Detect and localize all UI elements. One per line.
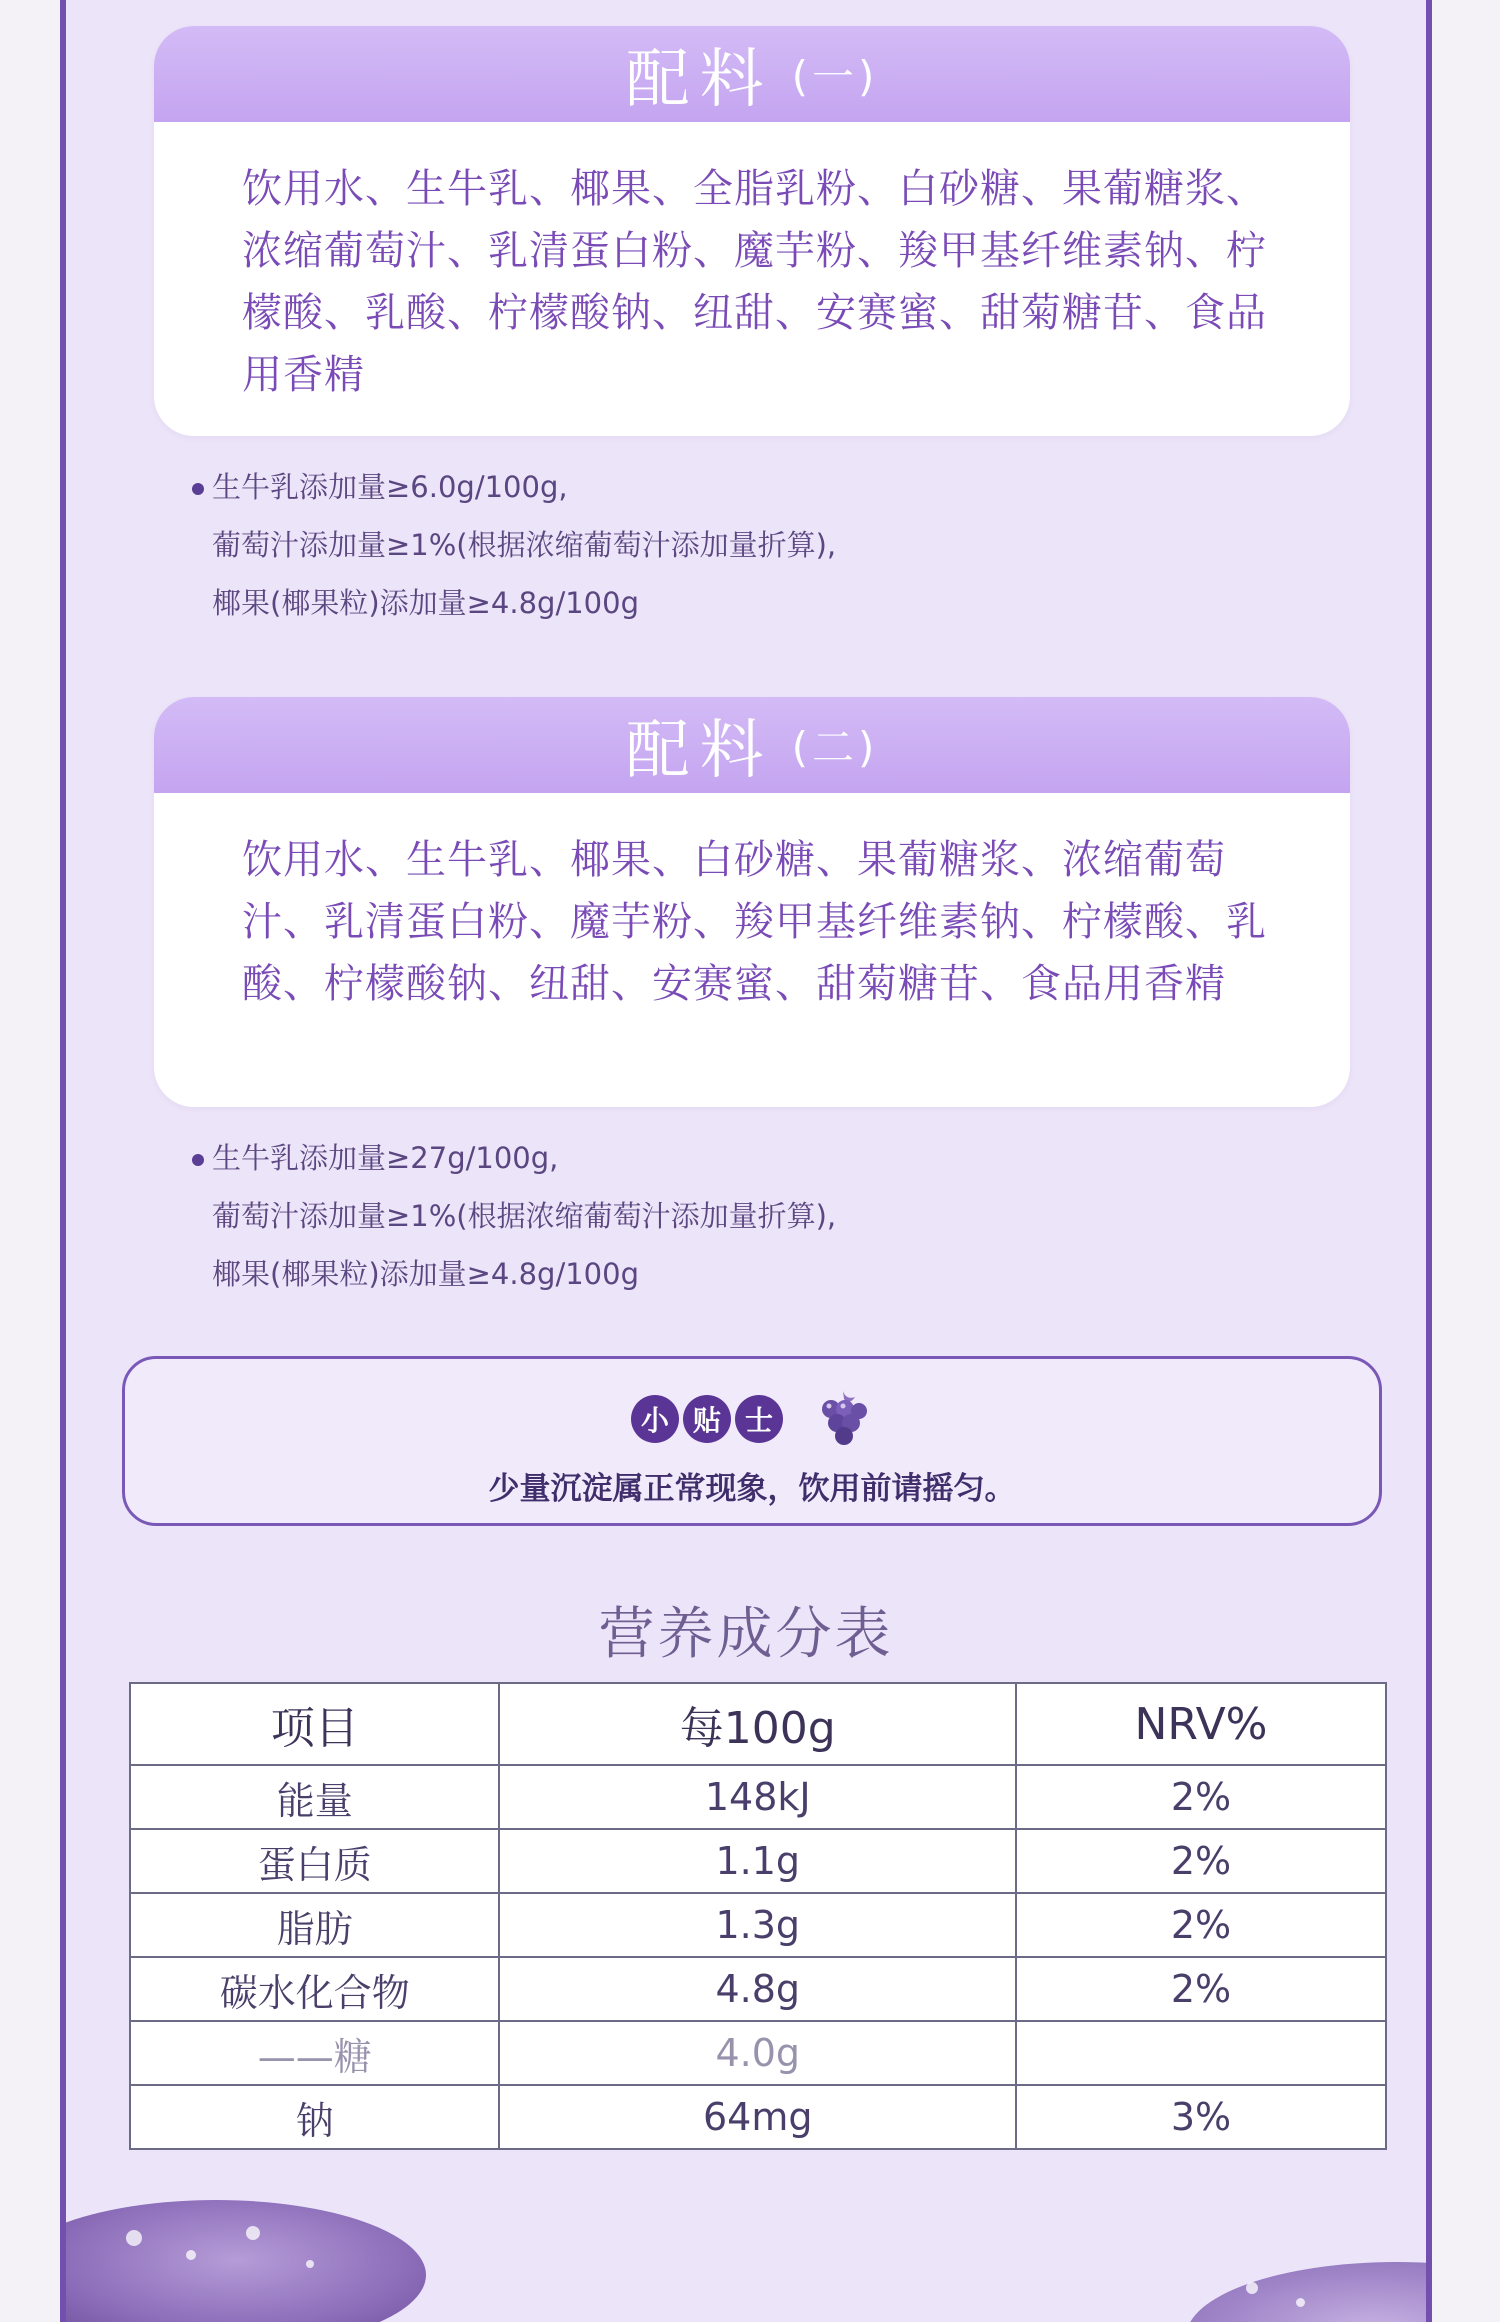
cell-item: 蛋白质 xyxy=(130,1829,499,1893)
decorative-grape-left xyxy=(60,2200,426,2322)
page-frame xyxy=(60,0,1432,2322)
table-row xyxy=(130,2021,1386,2085)
note-line xyxy=(192,458,836,516)
tips-badge-paste: 贴 xyxy=(683,1395,731,1443)
cell-nrv xyxy=(1016,2021,1386,2085)
tips-box xyxy=(122,1356,1382,1526)
bullet-icon xyxy=(192,483,204,495)
ingredients-card-2 xyxy=(154,697,1350,1107)
note-line: 葡萄汁添加量≥1%(根据浓缩葡萄汁添加量折算), xyxy=(212,1199,837,1233)
nutrition-table xyxy=(129,1682,1387,2150)
table-row xyxy=(130,1893,1386,1957)
ingredients-card-1 xyxy=(154,26,1350,436)
note-line: 葡萄汁添加量≥1%(根据浓缩葡萄汁添加量折算), xyxy=(212,528,837,562)
cell-nrv: 2% xyxy=(1016,1957,1386,2021)
table-header-row xyxy=(130,1683,1386,1765)
cell-value: 4.0g xyxy=(499,2021,1016,2085)
header-item: 项目 xyxy=(130,1683,499,1765)
cell-nrv: 2% xyxy=(1016,1829,1386,1893)
header-per-100g: 每100g xyxy=(499,1683,1016,1765)
grape-icon xyxy=(811,1385,875,1453)
table-row xyxy=(130,2085,1386,2149)
cell-nrv: 2% xyxy=(1016,1893,1386,1957)
cell-item: 脂肪 xyxy=(130,1893,499,1957)
ingredients-title-2: 配料 xyxy=(625,714,774,788)
cell-value: 148kJ xyxy=(499,1765,1016,1829)
note-line: 椰果(椰果粒)添加量≥4.8g/100g xyxy=(212,586,639,620)
cell-nrv: 3% xyxy=(1016,2085,1386,2149)
ingredients-notes-2 xyxy=(192,1129,836,1303)
note-text: 生牛乳添加量≥27g/100g, xyxy=(212,1141,559,1175)
water-drop-icon xyxy=(306,2260,314,2268)
ingredients-title-1: 配料 xyxy=(625,43,774,117)
cell-item: ——糖 xyxy=(130,2021,499,2085)
ingredients-number-2: (二) xyxy=(791,723,879,772)
note-text: 生牛乳添加量≥6.0g/100g, xyxy=(212,470,568,504)
water-drop-icon xyxy=(186,2250,196,2260)
note-line: 椰果(椰果粒)添加量≥4.8g/100g xyxy=(212,1257,639,1291)
table-row xyxy=(130,1765,1386,1829)
cell-item: 能量 xyxy=(130,1765,499,1829)
nutrition-title: 营养成分表 xyxy=(598,1602,894,1667)
bullet-icon xyxy=(192,1154,204,1166)
ingredients-number-1: (一) xyxy=(791,52,879,101)
tips-badge-scholar: 士 xyxy=(735,1395,783,1443)
table-row xyxy=(130,1957,1386,2021)
tips-badge-small: 小 xyxy=(631,1395,679,1443)
water-drop-icon xyxy=(1296,2298,1305,2307)
note-line xyxy=(192,1129,836,1187)
header-nrv: NRV% xyxy=(1016,1683,1386,1765)
cell-value: 64mg xyxy=(499,2085,1016,2149)
water-drop-icon xyxy=(246,2226,260,2240)
cell-value: 1.3g xyxy=(499,1893,1016,1957)
ingredients-notes-1 xyxy=(192,458,836,632)
cell-value: 4.8g xyxy=(499,1957,1016,2021)
water-drop-icon xyxy=(126,2230,142,2246)
tips-text: 少量沉淀属正常现象，饮用前请摇匀。 xyxy=(488,1471,1016,1507)
ingredients-list-2: 饮用水、生牛乳、椰果、白砂糖、果葡糖浆、浓缩葡萄汁、乳清蛋白粉、魔芋粉、羧甲基纤维素钠、柠檬酸、乳酸、柠檬酸钠、纽甜、安赛蜜、甜菊糖苷、食品用香精 xyxy=(242,837,1267,1007)
ingredients-header-2 xyxy=(154,697,1350,793)
water-drop-icon xyxy=(1246,2282,1258,2294)
table-row xyxy=(130,1829,1386,1893)
decorative-grape-right xyxy=(1186,2262,1432,2322)
tips-badges xyxy=(125,1385,1379,1453)
cell-value: 1.1g xyxy=(499,1829,1016,1893)
cell-nrv: 2% xyxy=(1016,1765,1386,1829)
cell-item: 钠 xyxy=(130,2085,499,2149)
ingredients-list-1: 饮用水、生牛乳、椰果、全脂乳粉、白砂糖、果葡糖浆、浓缩葡萄汁、乳清蛋白粉、魔芋粉、羧甲基纤维素钠、柠檬酸、乳酸、柠檬酸钠、纽甜、安赛蜜、甜菊糖苷、食品用香精 xyxy=(242,166,1267,398)
cell-item: 碳水化合物 xyxy=(130,1957,499,2021)
ingredients-header-1 xyxy=(154,26,1350,122)
